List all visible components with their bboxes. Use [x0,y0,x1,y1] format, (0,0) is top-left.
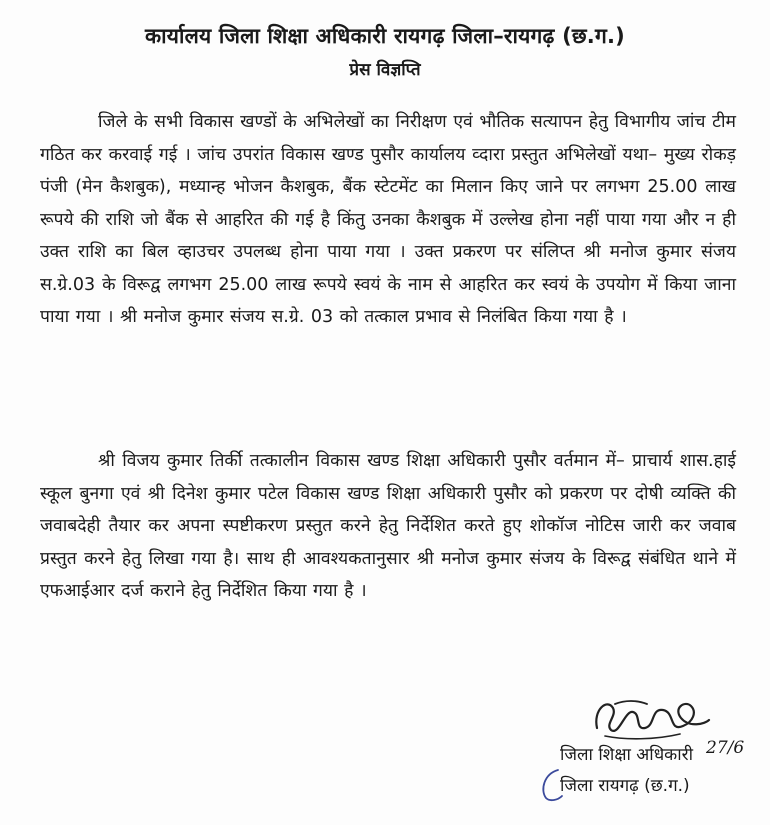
handwritten-signature-icon [585,690,715,750]
office-header-title: कार्यालय जिला शिक्षा अधिकारी रायगढ़ जिला–रायगढ़ (छ.ग.) [145,24,625,48]
body-paragraph-show-cause: श्री विजय कुमार तिर्की तत्कालीन विकास खण्ड शिक्षा अधिकारी पुसौर वर्तमान में– प्राचार्य शास.हाई स्कूल बुनगा एवं श्री दिनेश कुमार पटेल विकास खण्ड शिक्षा अधिकारी पुसौर को प्रकरण पर दोषी व्यक्ति की जवाबदेही तैयार कर अपना स्पष्टीकरण प्रस्तुत करने हेतु निर्देशित करते हुए शोकॉज नोटिस जारी कर जवाब प्रस्तुत करने हेतु लिखा गया है। साथ ही आवश्यकतानुसार श्री मनोज कुमार संजय के विरूद्व संबंधित थाने में एफआईआर दर्ज कराने हेतु निर्देशित किया गया है । [40,451,736,601]
press-release-heading: प्रेस विज्ञप्ति [349,60,421,80]
signatory-district: जिला रायगढ़ (छ.ग.) [560,776,690,796]
body-paragraph-inspection: जिले के सभी विकास खण्डों के अभिलेखों का निरीक्षण एवं भौतिक सत्यापन हेतु विभागीय जांच टीम गठित कर करवाई गई । जांच उपरांत विकास खण्ड पुसौर कार्यालय व्दारा प्रस्तुत अभिलेखों यथा– मुख्य रोकड़ पंजी (मेन कैशबुक), मध्यान्ह भोजन कैशबुक, बैंक स्टेटमेंट का मिलान किए जाने पर लगभग 25.00 लाख रूपये की राशि जो बैंक से आहरित की गई है किंतु उनका कैशबुक में उल्लेख होना नहीं पाया गया और न ही उक्त राशि का बिल व्हाउचर उपलब्ध होना पाया गया । उक्त प्रकरण पर संलिप्त श्री मनोज कुमार संजय स.ग्रे.03 के विरूद्व लगभग 25.00 लाख रूपये स्वयं के नाम से आहरित कर स्वयं के उपयोग में किया जाना पाया गया । श्री मनोज कुमार संजय स.ग्रे. 03 को तत्काल प्रभाव से निलंबित किया गया है । [40,112,736,327]
signatory-designation: जिला शिक्षा अधिकारी [560,745,693,765]
signature-date: 27/6 [706,738,745,758]
